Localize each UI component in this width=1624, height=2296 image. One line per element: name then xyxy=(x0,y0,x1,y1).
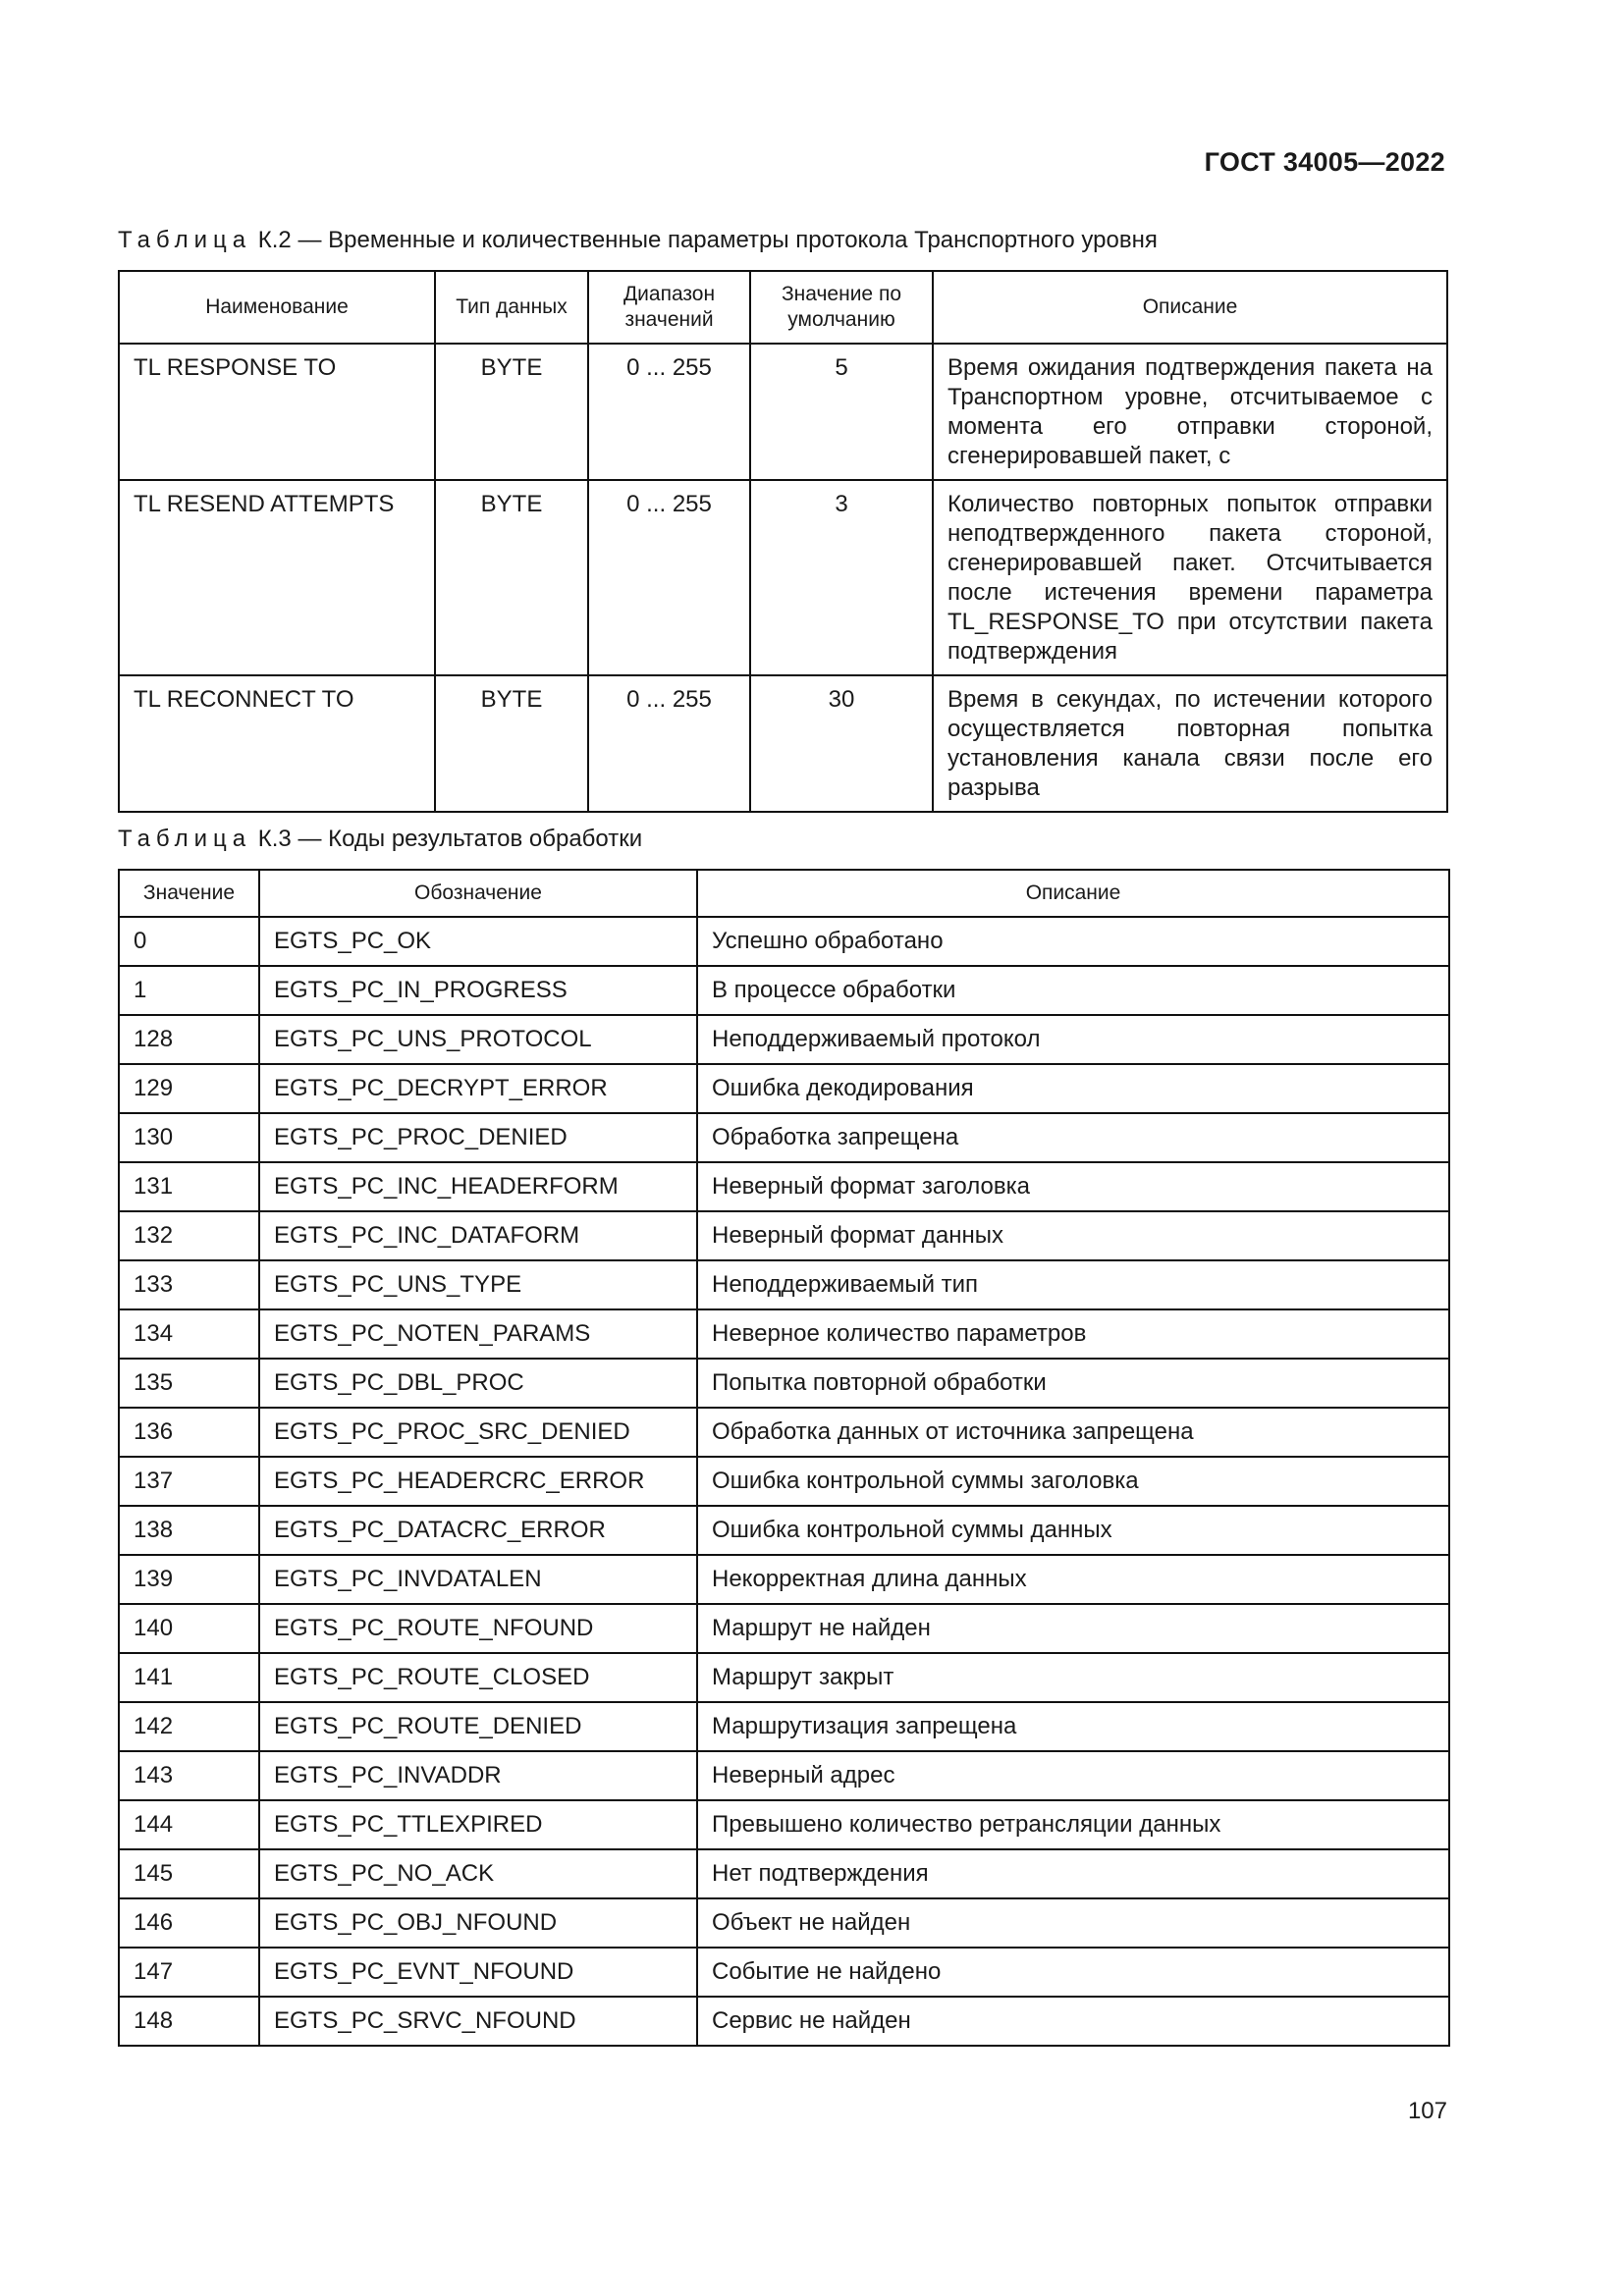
table-k3-cell-code: EGTS_PC_EVNT_NFOUND xyxy=(259,1948,697,1997)
table-k3-col-description: Описание xyxy=(697,870,1449,917)
table-k2-cell-description: Количество повторных попыток отправки неподтвержденного пакета стороной, сгенерировавшей пакет. Отсчитывается после истечения времени параметра TL_RESPONSE_TO при отсутствии пакета подтверждения xyxy=(933,480,1447,675)
table-row xyxy=(119,675,1447,812)
table-k3-cell-value: 134 xyxy=(119,1309,259,1359)
table-k3-cell-value: 129 xyxy=(119,1064,259,1113)
table-k3-cell-value: 136 xyxy=(119,1408,259,1457)
table-k2-cell-type: BYTE xyxy=(435,480,588,675)
table-k3-cell-code: EGTS_PC_PROC_SRC_DENIED xyxy=(259,1408,697,1457)
table-k3-col-value: Значение xyxy=(119,870,259,917)
table-row xyxy=(119,344,1447,480)
table-k2-cell-default: 3 xyxy=(750,480,933,675)
table-k3-cell-description: Событие не найдено xyxy=(697,1948,1449,1997)
table-row xyxy=(119,1113,1449,1162)
table-k3-cell-code: EGTS_PC_NOTEN_PARAMS xyxy=(259,1309,697,1359)
table-k3-caption-text: К.3 — Коды результатов обработки xyxy=(257,826,643,852)
table-row xyxy=(119,480,1447,675)
table-row xyxy=(119,1555,1449,1604)
table-row xyxy=(119,1898,1449,1948)
table-k2-cell-type: BYTE xyxy=(435,675,588,812)
page-number: 107 xyxy=(1407,2098,1447,2124)
table-k3-cell-value: 133 xyxy=(119,1260,259,1309)
table-k3-cell-value: 128 xyxy=(119,1015,259,1064)
table-k3-cell-description: Попытка повторной обработки xyxy=(697,1359,1449,1408)
table-k3-cell-description: Обработка данных от источника запрещена xyxy=(697,1408,1449,1457)
table-k3-cell-code: EGTS_PC_HEADERCRC_ERROR xyxy=(259,1457,697,1506)
table-k3-cell-value: 144 xyxy=(119,1800,259,1849)
table-k2-cell-range: 0 ... 255 xyxy=(588,344,750,480)
table-row xyxy=(119,1849,1449,1898)
table-k3-cell-description: Неверный формат данных xyxy=(697,1211,1449,1260)
table-k2-cell-type: BYTE xyxy=(435,344,588,480)
table-row xyxy=(119,1702,1449,1751)
table-k3-cell-value: 143 xyxy=(119,1751,259,1800)
table-k3-cell-value: 139 xyxy=(119,1555,259,1604)
table-k3-cell-value: 142 xyxy=(119,1702,259,1751)
table-k3-cell-description: Обработка запрещена xyxy=(697,1113,1449,1162)
table-k2-col-range: Диапазон значений xyxy=(588,271,750,344)
table-k3 xyxy=(118,869,1450,2047)
table-row xyxy=(119,1506,1449,1555)
table-k3-col-code: Обозначение xyxy=(259,870,697,917)
table-k3-cell-description: Неподдерживаемый тип xyxy=(697,1260,1449,1309)
table-k3-cell-value: 130 xyxy=(119,1113,259,1162)
table-k3-cell-description: Неподдерживаемый протокол xyxy=(697,1015,1449,1064)
table-k3-cell-code: EGTS_PC_INC_HEADERFORM xyxy=(259,1162,697,1211)
table-k3-cell-code: EGTS_PC_INVDATALEN xyxy=(259,1555,697,1604)
table-k3-cell-value: 140 xyxy=(119,1604,259,1653)
table-k3-cell-value: 138 xyxy=(119,1506,259,1555)
table-k3-cell-description: Неверный адрес xyxy=(697,1751,1449,1800)
table-k2-cell-range: 0 ... 255 xyxy=(588,675,750,812)
table-row xyxy=(119,1211,1449,1260)
table-k3-cell-description: Ошибка контрольной суммы заголовка xyxy=(697,1457,1449,1506)
table-k2-cell-name: TL RECONNECT TO xyxy=(119,675,435,812)
table-k3-cell-value: 137 xyxy=(119,1457,259,1506)
table-k3-caption xyxy=(118,826,642,853)
table-k3-cell-value: 1 xyxy=(119,966,259,1015)
table-k3-cell-code: EGTS_PC_UNS_TYPE xyxy=(259,1260,697,1309)
table-k3-cell-value: 132 xyxy=(119,1211,259,1260)
table-k2-cell-default: 5 xyxy=(750,344,933,480)
table-k2-col-default: Значение по умолчанию xyxy=(750,271,933,344)
table-row xyxy=(119,966,1449,1015)
table-k3-cell-description: Превышено количество ретрансляции данных xyxy=(697,1800,1449,1849)
table-k3-cell-description: Неверный формат заголовка xyxy=(697,1162,1449,1211)
table-row xyxy=(119,1800,1449,1849)
table-k3-cell-value: 147 xyxy=(119,1948,259,1997)
table-k3-cell-value: 135 xyxy=(119,1359,259,1408)
table-row xyxy=(119,1457,1449,1506)
table-k3-cell-description: Объект не найден xyxy=(697,1898,1449,1948)
table-k3-header-row xyxy=(119,870,1449,917)
table-k3-cell-code: EGTS_PC_TTLEXPIRED xyxy=(259,1800,697,1849)
table-row xyxy=(119,1408,1449,1457)
table-row xyxy=(119,1064,1449,1113)
table-k2-caption-label: Таблица xyxy=(118,227,252,253)
table-row xyxy=(119,1015,1449,1064)
table-k3-cell-code: EGTS_PC_ROUTE_CLOSED xyxy=(259,1653,697,1702)
table-row xyxy=(119,1604,1449,1653)
table-k3-cell-code: EGTS_PC_UNS_PROTOCOL xyxy=(259,1015,697,1064)
table-k3-cell-code: EGTS_PC_OK xyxy=(259,917,697,966)
table-k3-cell-code: EGTS_PC_PROC_DENIED xyxy=(259,1113,697,1162)
table-k3-cell-code: EGTS_PC_ROUTE_DENIED xyxy=(259,1702,697,1751)
table-k3-cell-value: 146 xyxy=(119,1898,259,1948)
table-k2-cell-description: Время в секундах, по истечении которого осуществляется повторная попытка установления канала связи после его разрыва xyxy=(933,675,1447,812)
table-k3-cell-description: Сервис не найден xyxy=(697,1997,1449,2046)
table-row xyxy=(119,917,1449,966)
table-row xyxy=(119,1260,1449,1309)
table-k2-cell-default: 30 xyxy=(750,675,933,812)
table-k2-cell-name: TL RESPONSE TO xyxy=(119,344,435,480)
table-k3-cell-description: Маршрут закрыт xyxy=(697,1653,1449,1702)
table-k3-caption-label: Таблица xyxy=(118,826,252,852)
table-k3-cell-value: 141 xyxy=(119,1653,259,1702)
document-standard-number: ГОСТ 34005—2022 xyxy=(1204,147,1445,177)
table-k3-cell-value: 0 xyxy=(119,917,259,966)
table-k3-cell-code: EGTS_PC_ROUTE_NFOUND xyxy=(259,1604,697,1653)
table-k3-cell-code: EGTS_PC_OBJ_NFOUND xyxy=(259,1898,697,1948)
table-k3-cell-value: 148 xyxy=(119,1997,259,2046)
table-k2-cell-description: Время ожидания подтверждения пакета на Транспортном уровне, отсчитываемое с момента его отправки стороной, сгенерировавшей пакет, с xyxy=(933,344,1447,480)
table-k3-cell-description: Нет подтверждения xyxy=(697,1849,1449,1898)
table-k3-cell-code: EGTS_PC_INVADDR xyxy=(259,1751,697,1800)
table-k3-cell-description: Ошибка декодирования xyxy=(697,1064,1449,1113)
table-k3-cell-code: EGTS_PC_NO_ACK xyxy=(259,1849,697,1898)
table-k3-cell-value: 131 xyxy=(119,1162,259,1211)
table-row xyxy=(119,1653,1449,1702)
table-k3-cell-description: Ошибка контрольной суммы данных xyxy=(697,1506,1449,1555)
table-row xyxy=(119,1997,1449,2046)
table-k2-caption xyxy=(118,227,1158,254)
table-row xyxy=(119,1948,1449,1997)
table-k2-col-name: Наименование xyxy=(119,271,435,344)
table-k2-caption-text: К.2 — Временные и количественные параметры протокола Транспортного уровня xyxy=(257,227,1158,253)
table-k3-cell-description: Маршрутизация запрещена xyxy=(697,1702,1449,1751)
table-k3-cell-code: EGTS_PC_INC_DATAFORM xyxy=(259,1211,697,1260)
table-k3-cell-description: В процессе обработки xyxy=(697,966,1449,1015)
table-k2-cell-range: 0 ... 255 xyxy=(588,480,750,675)
table-k3-cell-code: EGTS_PC_DATACRC_ERROR xyxy=(259,1506,697,1555)
table-row xyxy=(119,1359,1449,1408)
table-k2-header-row xyxy=(119,271,1447,344)
table-k3-cell-code: EGTS_PC_DECRYPT_ERROR xyxy=(259,1064,697,1113)
table-k3-cell-code: EGTS_PC_IN_PROGRESS xyxy=(259,966,697,1015)
table-k3-cell-description: Маршрут не найден xyxy=(697,1604,1449,1653)
table-k3-cell-value: 145 xyxy=(119,1849,259,1898)
table-k2-col-description: Описание xyxy=(933,271,1447,344)
table-k2 xyxy=(118,270,1448,813)
table-k3-cell-code: EGTS_PC_SRVC_NFOUND xyxy=(259,1997,697,2046)
table-row xyxy=(119,1309,1449,1359)
table-k3-cell-description: Некорректная длина данных xyxy=(697,1555,1449,1604)
table-k3-cell-description: Успешно обработано xyxy=(697,917,1449,966)
table-row xyxy=(119,1751,1449,1800)
table-k2-cell-name: TL RESEND ATTEMPTS xyxy=(119,480,435,675)
table-k3-cell-description: Неверное количество параметров xyxy=(697,1309,1449,1359)
table-k3-cell-code: EGTS_PC_DBL_PROC xyxy=(259,1359,697,1408)
table-row xyxy=(119,1162,1449,1211)
table-k2-col-type: Тип данных xyxy=(435,271,588,344)
